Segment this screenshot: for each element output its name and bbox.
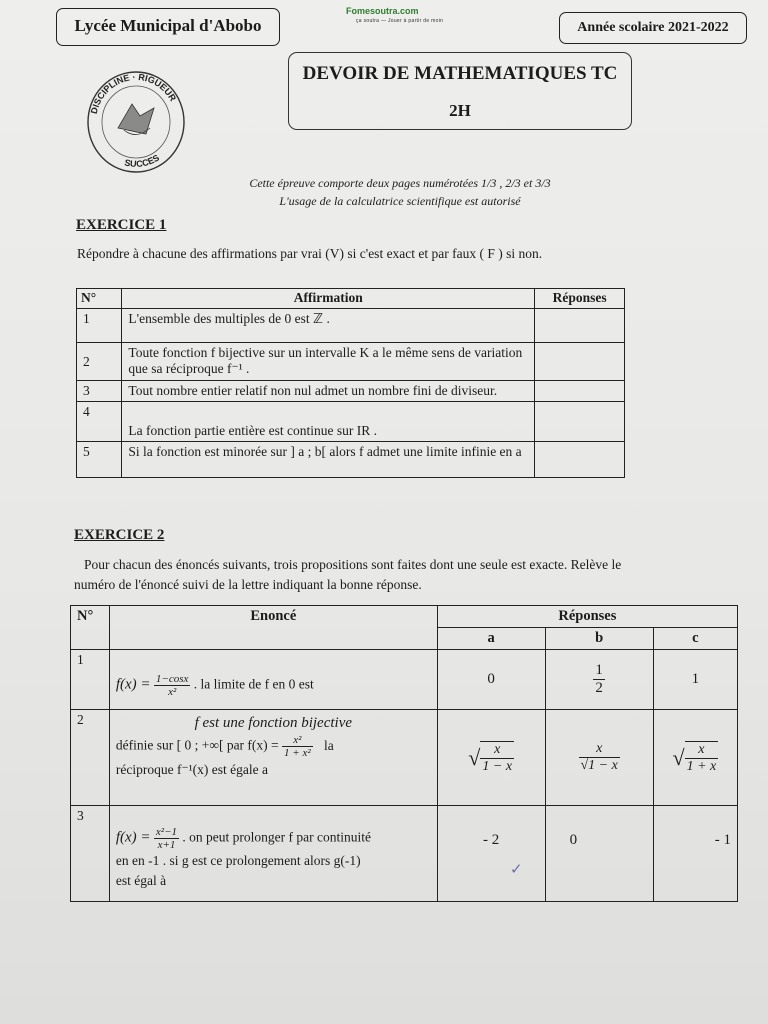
exercise2-instruction: Pour chacun des énoncés suivants, trois propositions sont faites dont une seule est exacte. Relève le — [84, 557, 622, 572]
row-number: 1 — [71, 650, 110, 710]
col-header-responses: Réponses — [535, 289, 625, 309]
fraction-denominator: 2 — [595, 680, 603, 696]
table-row — [77, 402, 625, 442]
svg-text:SUCCES — [124, 153, 161, 169]
statement-cell — [109, 710, 437, 806]
fraction-numerator: 1 — [595, 662, 603, 678]
fraction — [593, 662, 605, 697]
answer-a — [437, 710, 545, 806]
fraction — [282, 734, 313, 759]
fraction — [579, 741, 620, 774]
statement-line-3: est égal à — [115, 873, 167, 888]
statement-line-2: en en -1 . si g est ce prolongement alors g(-1) — [115, 853, 361, 868]
table-row — [77, 381, 625, 402]
col-header-number: N° — [77, 289, 122, 309]
answer-cell[interactable] — [535, 309, 625, 343]
intro-pages: Cette épreuve comporte deux pages numérotées 1/3 , 2/3 et 3/3 — [249, 176, 551, 190]
statement-text: . la limite de f en 0 est — [193, 676, 314, 692]
exam-title-box — [288, 52, 632, 130]
fraction-denominator: 1 − x — [482, 758, 513, 774]
table-row — [77, 343, 625, 381]
table-header-row — [77, 289, 625, 309]
row-number: 2 — [77, 343, 122, 381]
fraction-denominator: 1 + x² — [284, 747, 311, 759]
answer-c — [653, 710, 737, 806]
fraction-numerator: x²−1 — [155, 826, 178, 838]
brand-logo: Fomesoutra.com — [346, 6, 419, 16]
exam-title: DEVOIR DE MATHEMATIQUES TC — [302, 63, 618, 84]
row-number: 3 — [77, 381, 122, 402]
school-year: Année scolaire 2021-2022 — [559, 12, 747, 44]
exam-duration: 2H — [449, 101, 471, 120]
answer-a: - 2 — [437, 806, 545, 902]
school-name: Lycée Municipal d'Abobo — [56, 8, 280, 46]
fraction — [685, 741, 719, 775]
col-header-c: c — [653, 628, 737, 650]
row-number: 5 — [77, 442, 122, 478]
statement-line-1 — [116, 826, 431, 851]
fraction-denominator: x² — [168, 686, 177, 698]
table-row — [71, 710, 738, 806]
col-header-statement: Enoncé — [109, 606, 437, 650]
col-header-number: N° — [71, 606, 110, 650]
fraction — [480, 741, 514, 775]
exercise2-instruction-cont: numéro de l'énoncé suivi de la lettre indiquant la bonne réponse. — [74, 577, 422, 592]
affirmation-text: L'ensemble des multiples de 0 est ℤ . — [122, 309, 535, 343]
exercise1-instruction: Répondre à chacune des affirmations par vrai (V) si c'est exact et par faux ( F ) si non. — [77, 246, 543, 261]
statement-text: définie sur [ 0 ; +∞[ par f(x) = — [115, 737, 279, 753]
statement-line-2 — [116, 734, 431, 759]
fraction-numerator: x — [579, 741, 620, 758]
row-number: 1 — [77, 309, 122, 343]
function-label: f(x) = — [115, 676, 151, 693]
fraction-numerator: x — [685, 742, 719, 759]
col-header-b: b — [545, 628, 653, 650]
affirmation-text: La fonction partie entière est continue sur IR . — [122, 402, 535, 442]
col-header-affirmation: Affirmation — [122, 289, 535, 309]
exercise1-table — [76, 288, 625, 478]
fraction — [154, 826, 179, 851]
answer-b — [545, 710, 653, 806]
exercise2-table — [70, 605, 738, 902]
fraction-numerator: 1−cosx — [155, 673, 189, 685]
col-header-a: a — [437, 628, 545, 650]
handwritten-check-icon: ✓ — [510, 860, 523, 878]
row-number: 3 — [71, 806, 110, 902]
answer-a: 0 — [437, 650, 545, 710]
answer-cell[interactable] — [535, 442, 625, 478]
affirmation-text: Tout nombre entier relatif non nul admet un nombre fini de diviseur. — [122, 381, 535, 402]
affirmation-text: Toute fonction f bijective sur un intervalle K a le même sens de variation que sa réciproque f⁻¹ . — [122, 343, 535, 381]
statement-text: la — [324, 737, 334, 753]
school-stamp — [84, 68, 188, 180]
intro-calculator: L'usage de la calculatrice scientifique est autorisé — [279, 194, 521, 208]
affirmation-text: Si la fonction est minorée sur ] a ; b[ alors f admet une limite infinie en a — [122, 442, 535, 478]
table-row — [71, 650, 738, 710]
statement-cell — [109, 650, 437, 710]
table-row — [77, 442, 625, 478]
answer-c: 1 — [653, 650, 737, 710]
table-row — [71, 806, 738, 902]
fraction-denominator: x+1 — [157, 839, 176, 851]
table-row — [77, 309, 625, 343]
statement-line-3: réciproque f⁻¹(x) est égale a — [115, 762, 268, 777]
fraction-denominator: 1 + x — [686, 758, 717, 774]
sqrt-icon: √ — [468, 744, 481, 770]
fraction-numerator: x² — [282, 734, 313, 747]
exercise1-title: EXERCICE 1 — [76, 217, 167, 233]
answer-cell[interactable] — [535, 402, 625, 442]
brand-tagline: ça soutra — Jouer à partir de moin — [356, 18, 444, 24]
answer-b — [545, 650, 653, 710]
col-header-responses: Réponses — [437, 606, 737, 628]
fraction — [154, 673, 190, 698]
sqrt-icon: √ — [672, 744, 685, 770]
stamp-bottom-text: SUCCES — [123, 152, 162, 169]
answer-cell[interactable] — [535, 381, 625, 402]
answer-b: 0 — [545, 806, 653, 902]
statement-cell — [109, 806, 437, 902]
answer-c: - 1 — [653, 806, 737, 902]
fraction-numerator: x — [480, 742, 514, 759]
fraction-denominator: √1 − x — [580, 758, 618, 773]
row-number: 2 — [71, 710, 110, 806]
stamp-top-text: DISCIPLINE · RIGUEUR — [88, 71, 179, 115]
statement-line-1: f est une fonction bijective — [194, 715, 353, 731]
row-number: 4 — [77, 402, 122, 442]
answer-cell[interactable] — [535, 343, 625, 381]
statement-text: . on peut prolonger f par continuité — [182, 829, 371, 845]
function-label: f(x) = — [115, 829, 151, 846]
exercise2-title: EXERCICE 2 — [74, 527, 165, 543]
table-header-row — [71, 606, 738, 628]
